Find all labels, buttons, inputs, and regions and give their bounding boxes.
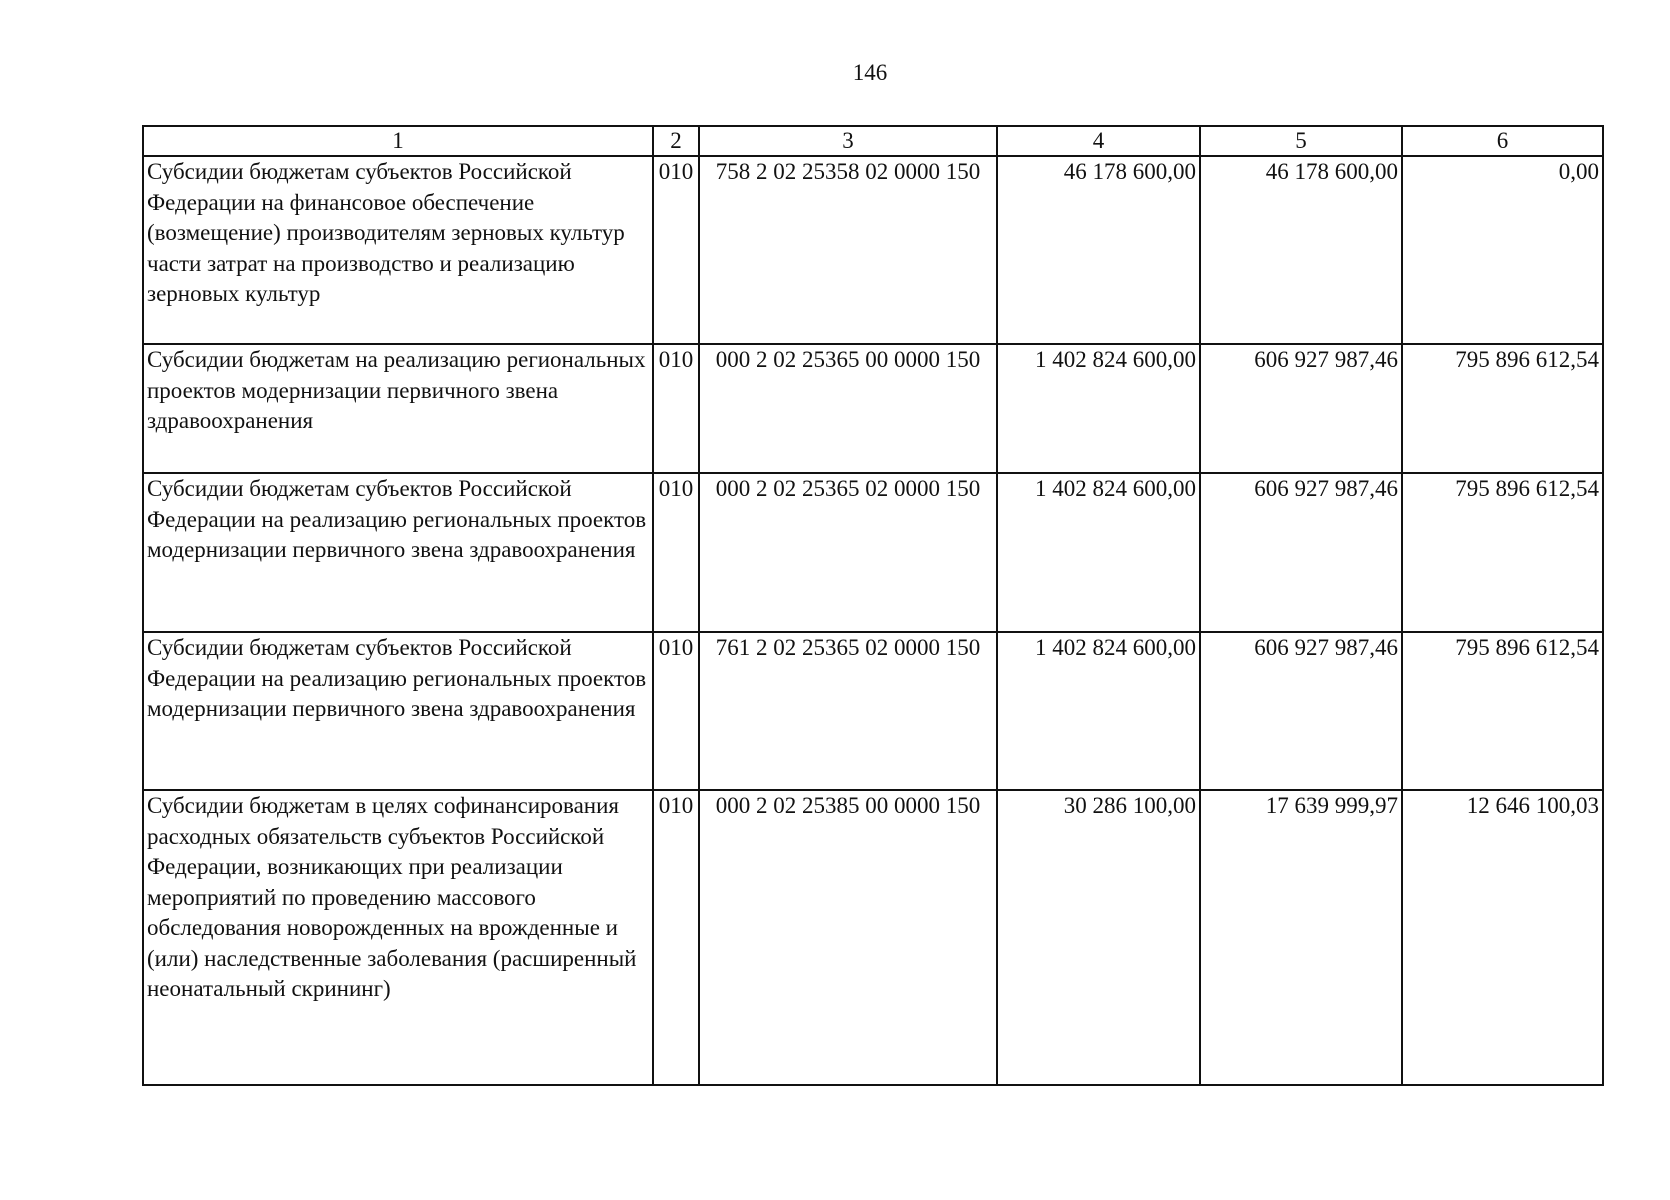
- row-executed-amount: 606 927 987,46: [1200, 632, 1402, 790]
- row-description: Субсидии бюджетам на реализацию региональных проектов модернизации первичного звена здравоохранения: [143, 344, 653, 473]
- row-budget-code: 000 2 02 25365 00 0000 150: [699, 344, 997, 473]
- row-approved-amount: 46 178 600,00: [997, 156, 1200, 344]
- table-row: [143, 156, 1603, 344]
- row-unexecuted-amount: 0,00: [1402, 156, 1603, 344]
- row-budget-code: 000 2 02 25365 02 0000 150: [699, 473, 997, 632]
- row-approved-amount: 1 402 824 600,00: [997, 344, 1200, 473]
- row-line-code: 010: [653, 156, 699, 344]
- row-executed-amount: 606 927 987,46: [1200, 473, 1402, 632]
- table-header-row: [143, 126, 1603, 156]
- table-row: [143, 473, 1603, 632]
- column-number-header: 6: [1402, 126, 1603, 156]
- table-row: [143, 632, 1603, 790]
- table-row: [143, 790, 1603, 1085]
- row-unexecuted-amount: 795 896 612,54: [1402, 473, 1603, 632]
- row-description: Субсидии бюджетам в целях софинансирования расходных обязательств субъектов Российской Федерации, возникающих при реализации мероприятий по проведению массового обследования новорожденных на врожденные и (или) наследственные заболевания (расширенный неонатальный скрининг): [143, 790, 653, 1085]
- row-unexecuted-amount: 795 896 612,54: [1402, 344, 1603, 473]
- column-number-header: 5: [1200, 126, 1402, 156]
- column-number-header: 2: [653, 126, 699, 156]
- row-description: Субсидии бюджетам субъектов Российской Федерации на финансовое обеспечение (возмещение) производителям зерновых культур части затрат на производство и реализацию зерновых культур: [143, 156, 653, 344]
- row-budget-code: 761 2 02 25365 02 0000 150: [699, 632, 997, 790]
- row-approved-amount: 1 402 824 600,00: [997, 473, 1200, 632]
- page-number: 146: [852, 60, 888, 85]
- row-line-code: 010: [653, 790, 699, 1085]
- row-description: Субсидии бюджетам субъектов Российской Федерации на реализацию региональных проектов модернизации первичного звена здравоохранения: [143, 632, 653, 790]
- row-line-code: 010: [653, 632, 699, 790]
- row-executed-amount: 606 927 987,46: [1200, 344, 1402, 473]
- row-line-code: 010: [653, 473, 699, 632]
- row-budget-code: 758 2 02 25358 02 0000 150: [699, 156, 997, 344]
- row-approved-amount: 1 402 824 600,00: [997, 632, 1200, 790]
- column-number-header: 1: [143, 126, 653, 156]
- budget-table: [142, 125, 1604, 1086]
- row-line-code: 010: [653, 344, 699, 473]
- row-executed-amount: 17 639 999,97: [1200, 790, 1402, 1085]
- column-number-header: 3: [699, 126, 997, 156]
- row-unexecuted-amount: 795 896 612,54: [1402, 632, 1603, 790]
- table-row: [143, 344, 1603, 473]
- row-approved-amount: 30 286 100,00: [997, 790, 1200, 1085]
- row-unexecuted-amount: 12 646 100,03: [1402, 790, 1603, 1085]
- row-description: Субсидии бюджетам субъектов Российской Федерации на реализацию региональных проектов модернизации первичного звена здравоохранения: [143, 473, 653, 632]
- row-budget-code: 000 2 02 25385 00 0000 150: [699, 790, 997, 1085]
- row-executed-amount: 46 178 600,00: [1200, 156, 1402, 344]
- column-number-header: 4: [997, 126, 1200, 156]
